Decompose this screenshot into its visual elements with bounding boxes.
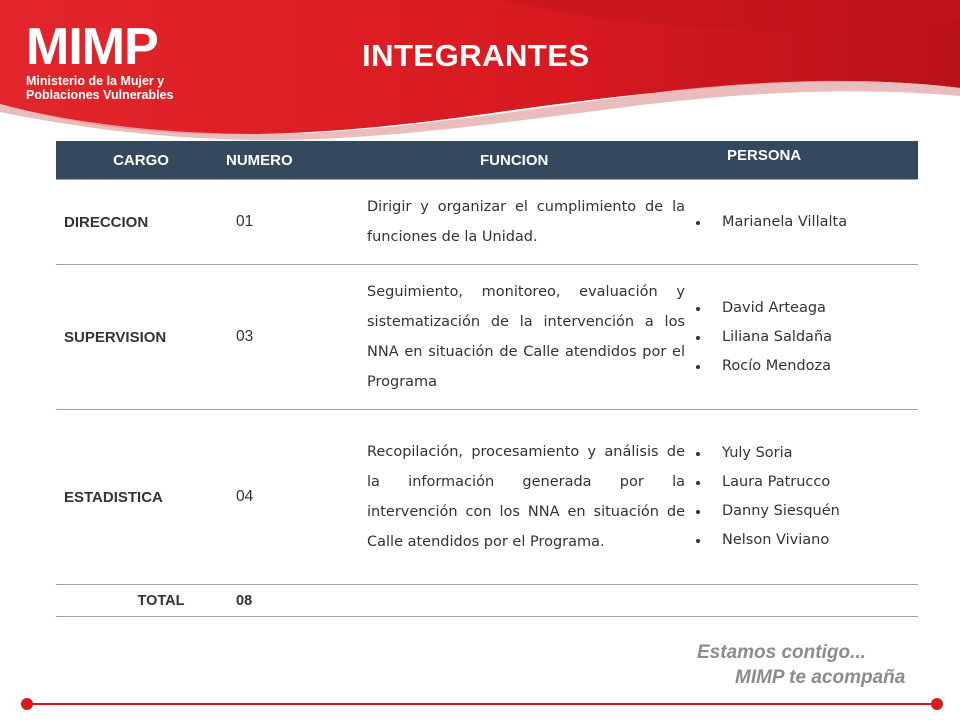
persona-item: • David Arteaga <box>710 294 918 323</box>
slogan-line-2: MIMP te acompaña <box>735 667 906 688</box>
funcion-cell <box>354 410 685 585</box>
footer-dot-left <box>21 698 33 710</box>
table-row <box>56 410 918 585</box>
persona-list <box>685 439 918 555</box>
persona-cell <box>685 410 918 585</box>
persona-cell <box>685 180 918 265</box>
persona-item: • Marianela Villalta <box>710 208 918 237</box>
persona-item: • Danny Siesquén <box>710 497 918 526</box>
funcion-text: Recopilación, procesamiento y análisis de la información generada por la intervención con los NNA en situación de Calle atendidos por el Programa. <box>367 444 685 550</box>
slogan-line-1: Estamos contigo... <box>697 642 866 663</box>
funcion-cell <box>354 180 685 265</box>
persona-item: • Laura Patrucco <box>710 468 918 497</box>
header-persona: PERSONA <box>685 141 918 180</box>
members-table <box>56 141 918 617</box>
cargo-cell: SUPERVISION <box>56 265 226 410</box>
numero-cell: 03 <box>226 265 354 410</box>
cargo-cell: DIRECCION <box>56 180 226 265</box>
cargo-cell: ESTADISTICA <box>56 410 226 585</box>
total-value: 08 <box>226 585 354 617</box>
total-empty-cell <box>685 585 918 617</box>
header-cargo: CARGO <box>56 141 226 180</box>
page-title: INTEGRANTES <box>362 38 590 73</box>
footer-divider <box>20 697 944 711</box>
funcion-text: Dirigir y organizar el cumplimiento de la funciones de la Unidad. <box>367 199 685 245</box>
header-funcion: FUNCION <box>354 141 685 180</box>
persona-item: • Rocío Mendoza <box>710 352 918 381</box>
persona-item: • Liliana Saldaña <box>710 323 918 352</box>
logo-org-line-2: Poblaciones Vulnerables <box>26 88 174 102</box>
mimp-logo <box>26 18 174 102</box>
footer-dot-right <box>931 698 943 710</box>
numero-cell: 01 <box>226 180 354 265</box>
slogan <box>697 640 905 690</box>
persona-item: • Nelson Viviano <box>710 526 918 555</box>
persona-list <box>685 294 918 381</box>
persona-cell <box>685 265 918 410</box>
header-numero: NUMERO <box>226 141 354 180</box>
table-row <box>56 180 918 265</box>
total-label: TOTAL <box>56 585 226 617</box>
table-row <box>56 265 918 410</box>
total-row <box>56 585 918 617</box>
funcion-text: Seguimiento, monitoreo, evaluación y sistematización de la intervención a los NNA en situación de Calle atendidos por el Programa <box>367 284 685 390</box>
funcion-cell <box>354 265 685 410</box>
logo-org-line-1: Ministerio de la Mujer y <box>26 74 165 88</box>
persona-list <box>685 208 918 237</box>
numero-cell: 04 <box>226 410 354 585</box>
table-header-row <box>56 141 918 180</box>
persona-item: • Yuly Soria <box>710 439 918 468</box>
total-empty-cell <box>354 585 685 617</box>
logo-wordmark: MIMP <box>26 18 158 76</box>
